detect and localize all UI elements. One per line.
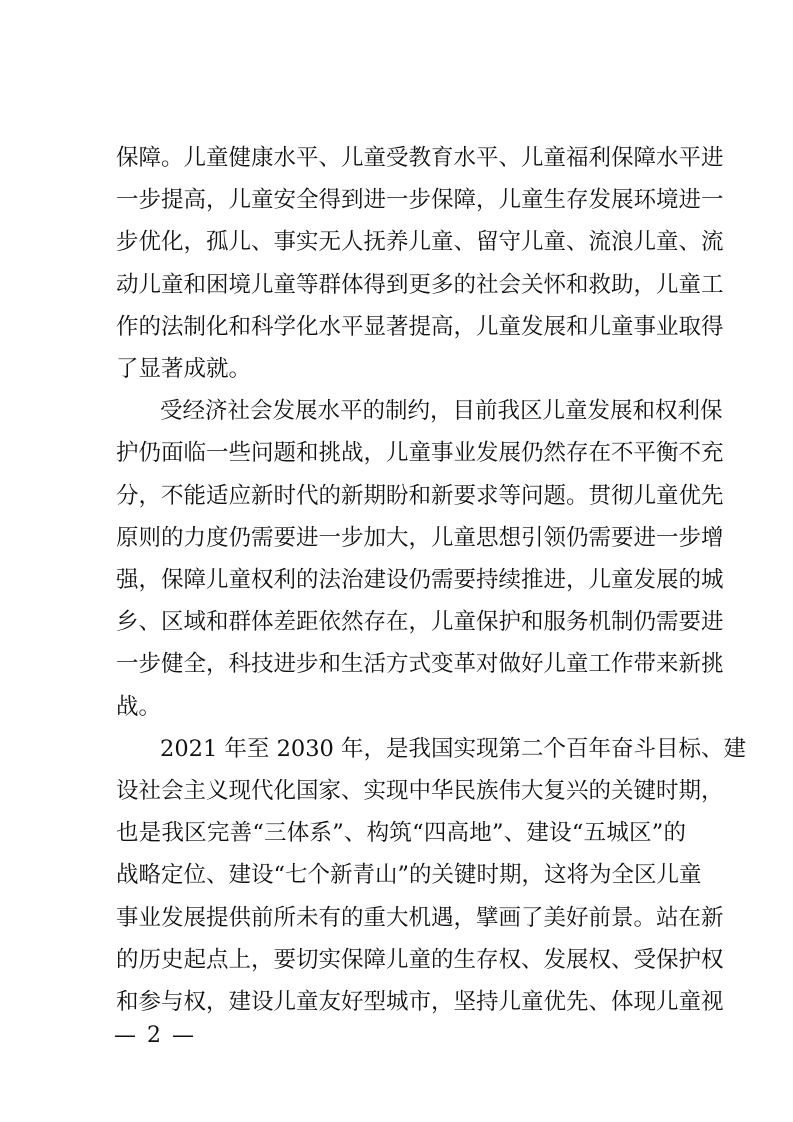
text-line: 保障。儿童健康水平、儿童受教育水平、儿童福利保障水平进 bbox=[116, 145, 724, 171]
text-line: 乡、区域和群体差距依然存在，儿童保护和服务机制仍需要进 bbox=[116, 609, 724, 635]
text-line: 一步健全，科技进步和生活方式变革对做好儿童工作带来新挑 bbox=[116, 651, 724, 677]
text-line: 步优化，孤儿、事实无人抚养儿童、留守儿童、流浪儿童、流 bbox=[116, 229, 724, 255]
text-line: 一步提高，儿童安全得到进一步保障，儿童生存发展环境进一 bbox=[116, 187, 724, 213]
text-line: 也是我区完善“三体系”、构筑“四高地”、建设“五城区”的 bbox=[116, 820, 686, 846]
text-line: 战略定位、建设“七个新青山”的关键时期，这将为全区儿童 bbox=[116, 862, 702, 888]
text-line: 护仍面临一些问题和挑战，儿童事业发展仍然存在不平衡不充 bbox=[116, 440, 724, 466]
page-number: — 2 — bbox=[114, 1023, 196, 1048]
text-line: 分，不能适应新时代的新期盼和新要求等问题。贯彻儿童优先 bbox=[116, 483, 724, 509]
text-line: 战。 bbox=[116, 694, 162, 720]
text-line: 和参与权，建设儿童友好型城市，坚持儿童优先、体现儿童视 bbox=[116, 989, 724, 1015]
text-line: 原则的力度仍需要进一步加大，儿童思想引领仍需要进一步增 bbox=[116, 525, 724, 551]
text-line: 2021 年至 2030 年，是我国实现第二个百年奋斗目标、建 bbox=[160, 736, 746, 762]
text-line: 了显著成就。 bbox=[116, 356, 252, 382]
text-line: 的历史起点上，要切实保障儿童的生存权、发展权、受保护权 bbox=[116, 947, 724, 973]
text-line: 强，保障儿童权利的法治建设仍需要持续推进，儿童发展的城 bbox=[116, 567, 724, 593]
text-line: 事业发展提供前所未有的重大机遇，擘画了美好前景。站在新 bbox=[116, 905, 724, 931]
text-line: 受经济社会发展水平的制约，目前我区儿童发展和权利保 bbox=[160, 398, 723, 424]
text-line: 作的法制化和科学化水平显著提高，儿童发展和儿童事业取得 bbox=[116, 314, 724, 340]
text-line: 设社会主义现代化国家、实现中华民族伟大复兴的关键时期， bbox=[116, 778, 724, 804]
text-line: 动儿童和困境儿童等群体得到更多的社会关怀和救助，儿童工 bbox=[116, 272, 724, 298]
